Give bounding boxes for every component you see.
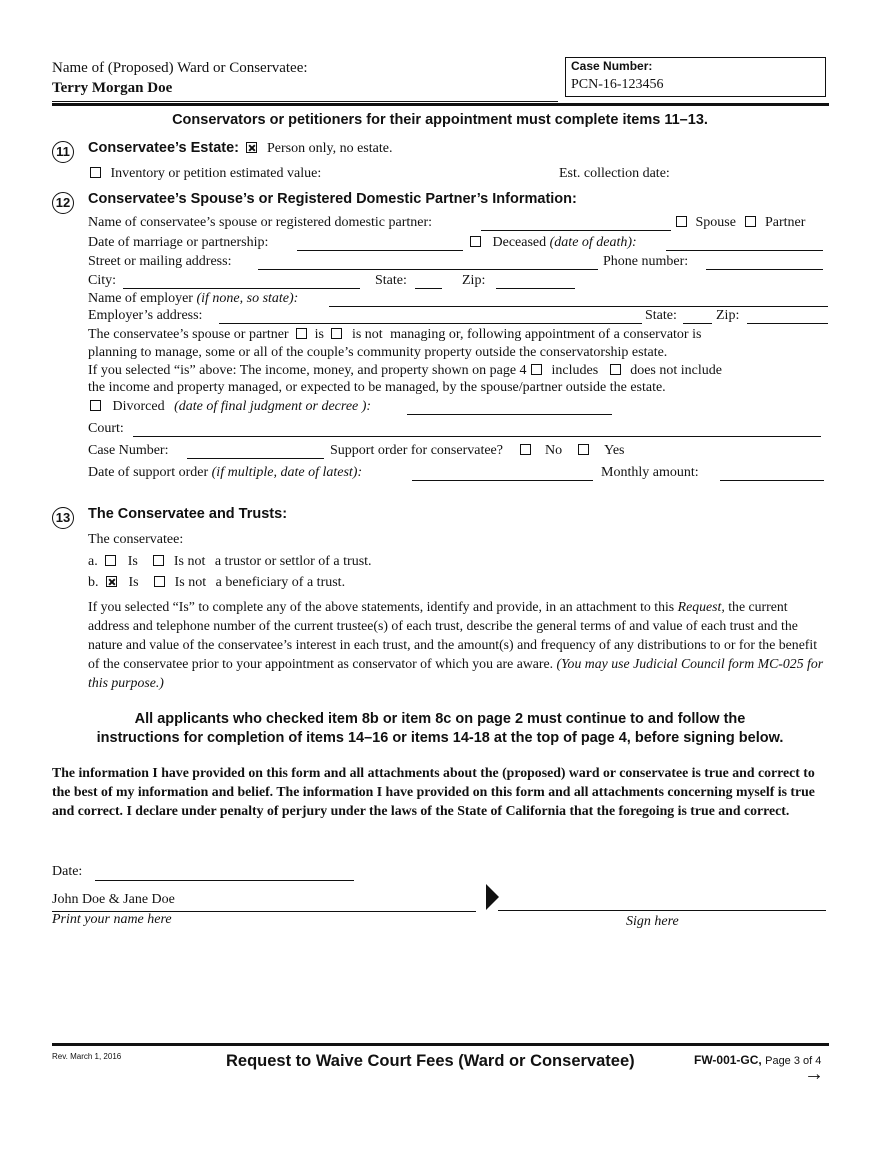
applicants-note-2: instructions for completion of items 14–16 or items 14-18 at the top of page 4, before signing below. [96, 730, 784, 746]
row-b-is-not-label: Is not [174, 575, 207, 590]
item-13-number: 13 [52, 507, 74, 529]
employer-label: Name of employer [88, 291, 193, 306]
does-not-include-label: does not include [630, 363, 722, 378]
spouse-name-label: Name of conservatee’s spouse or registered domestic partner: [88, 215, 433, 230]
item-12-title: Conservatee’s Spouse’s or Registered Domestic Partner’s Information: [88, 191, 577, 207]
court-label: Court: [88, 421, 124, 436]
row-b-letter: b. [88, 575, 99, 590]
footer-divider [52, 1043, 829, 1046]
support-no-label: No [544, 443, 563, 458]
date-field[interactable] [95, 880, 354, 881]
managing-text-2: managing or, following appointment of a conservator is [390, 327, 702, 342]
managing-is-label: is [314, 327, 324, 342]
inventory-row [90, 166, 321, 182]
item-11-number: 11 [52, 141, 74, 163]
row-a-is-checkbox[interactable] [105, 555, 116, 566]
date-marriage-field[interactable] [297, 250, 463, 251]
support-order-label: Support order for conservatee? [330, 443, 503, 458]
monthly-amount-label: Monthly amount: [601, 465, 699, 480]
date-marriage-label: Date of marriage or partnership: [88, 235, 269, 250]
ward-name-value: Terry Morgan Doe [52, 80, 173, 96]
managing-is-not-checkbox[interactable] [331, 328, 342, 339]
item-11-title: Conservatee’s Estate: [88, 140, 239, 156]
city-field[interactable] [123, 288, 360, 289]
revision-date: Rev. March 1, 2016 [52, 1052, 122, 1061]
sign-here-arrow-icon [486, 884, 500, 912]
divorced-note: (date of final judgment or decree ): [174, 399, 372, 414]
divorced-label: Divorced [112, 399, 165, 414]
case-number-label: Case Number: [571, 59, 653, 73]
sign-here-label: Sign here [626, 914, 679, 929]
phone-label: Phone number: [603, 254, 689, 269]
phone-field[interactable] [706, 269, 823, 270]
managing-row [88, 327, 701, 343]
managing-text-3: planning to manage, some or all of the couple’s community property outside the conservatorship estate. [88, 345, 668, 360]
row-b-is-not-checkbox[interactable] [154, 576, 165, 587]
divorced-checkbox[interactable] [90, 400, 101, 411]
signature-field[interactable] [498, 910, 826, 911]
item-13-title: The Conservatee and Trusts: [88, 506, 288, 522]
divorced-row [90, 399, 371, 415]
date-support-field[interactable] [412, 480, 593, 481]
city-label: City: [88, 273, 117, 288]
support-case-number-label: Case Number: [88, 443, 169, 458]
deceased-row [470, 235, 637, 251]
employer-state-label: State: [645, 308, 677, 323]
support-yes-checkbox[interactable] [578, 444, 589, 455]
spouse-partner-row [676, 215, 805, 231]
row-a-text: a trustor or settlor of a trust. [214, 554, 372, 569]
trust-row-a [88, 554, 372, 570]
managing-is-not-label: is not [351, 327, 383, 342]
form-code-row [694, 1053, 821, 1067]
divorced-date-field[interactable] [407, 414, 612, 415]
employer-zip-label: Zip: [716, 308, 740, 323]
trust-row-b [88, 575, 345, 591]
spouse-name-field[interactable] [481, 230, 671, 231]
date-support-label: Date of support order [88, 465, 209, 480]
form-title: Request to Waive Court Fees (Ward or Conservatee) [226, 1052, 635, 1070]
page-label: Page 3 of 4 [765, 1055, 822, 1067]
applicants-note-1: All applicants who checked item 8b or item 8c on page 2 must continue to and follow the [134, 711, 746, 727]
print-name-label: Print your name here [52, 912, 172, 927]
item-13-intro: The conservatee: [88, 532, 184, 547]
trust-paragraph [88, 597, 826, 692]
instructions-top: Conservators or petitioners for their appointment must complete items 11–13. [172, 112, 708, 128]
selected-is-text-2: the income and property managed, or expected to be managed, by the spouse/partner outside the estate. [88, 380, 666, 395]
case-number-box [565, 57, 826, 97]
state-label: State: [375, 273, 407, 288]
date-label: Date: [52, 864, 83, 879]
row-a-letter: a. [88, 554, 98, 569]
employer-state-field[interactable] [683, 323, 712, 324]
person-only-label: Person only, no estate. [266, 141, 393, 156]
employer-row [88, 291, 298, 307]
declaration: The information I have provided on this form and all attachments about the (proposed) ward or conservatee is true and correct to the best of my information and belief. The information I have provided on this form and all attachments concerning myself is true and correct. I declare under penalty of perjury under the laws of the State of California that the foregoing is true and correct. [52, 765, 815, 818]
does-not-include-checkbox[interactable] [610, 364, 621, 375]
state-field[interactable] [415, 288, 442, 289]
partner-label: Partner [764, 215, 806, 230]
date-support-note: (if multiple, date of latest): [211, 465, 363, 480]
employer-note: (if none, so state): [196, 291, 299, 306]
zip-field[interactable] [496, 288, 575, 289]
est-collection-label: Est. collection date: [559, 166, 670, 181]
inventory-label: Inventory or petition estimated value: [110, 166, 322, 181]
zip-label: Zip: [462, 273, 486, 288]
employer-address-field[interactable] [219, 323, 642, 324]
managing-text-1: The conservatee’s spouse or partner [88, 327, 289, 342]
row-b-is-checkbox[interactable] [106, 576, 117, 587]
selected-is-row [88, 363, 722, 379]
row-a-is-not-label: Is not [173, 554, 206, 569]
partner-checkbox[interactable] [745, 216, 756, 227]
ward-name-underline [52, 101, 558, 102]
trust-paragraph-note: (You may use Judicial Council form MC-025 for this purpose.) [88, 656, 824, 690]
date-of-death-field[interactable] [666, 250, 823, 251]
support-order-row [330, 443, 624, 459]
item-11-row [88, 140, 392, 157]
printed-name[interactable]: John Doe & Jane Doe [52, 892, 175, 907]
item-12-number: 12 [52, 192, 74, 214]
employer-address-label: Employer’s address: [88, 308, 203, 323]
row-b-is-label: Is [128, 575, 139, 590]
includes-checkbox[interactable] [531, 364, 542, 375]
row-a-is-not-checkbox[interactable] [153, 555, 164, 566]
form-code: FW-001-GC, [694, 1053, 762, 1067]
next-page-arrow-icon: → [804, 1063, 824, 1085]
employer-zip-field[interactable] [747, 323, 828, 324]
trust-paragraph-request: Request, [677, 599, 725, 614]
person-only-checkbox[interactable] [246, 142, 257, 153]
header-divider [52, 103, 829, 106]
ward-name-label: Name of (Proposed) Ward or Conservatee: [52, 60, 308, 76]
inventory-checkbox[interactable] [90, 167, 101, 178]
deceased-checkbox[interactable] [470, 236, 481, 247]
case-number-value[interactable]: PCN-16-123456 [571, 77, 664, 92]
includes-label: includes [551, 363, 599, 378]
trust-paragraph-lead: If you selected “Is” to complete any of the above statements, identify and provide, in an attachment to this [88, 599, 675, 614]
managing-is-checkbox[interactable] [296, 328, 307, 339]
support-case-number-field[interactable] [187, 458, 324, 459]
trust-paragraph-rest: the current address and telephone number of the current trustee(s) of each trust, describe the general terms of and value of each trust and the nature and value of the conservatee’s interest in each trust, and the amount(s) and frequency of any distributions to or for the benefit of the conservatee prior to your appointment as conservator of which you are aware. [88, 599, 818, 671]
deceased-label: Deceased [492, 235, 547, 250]
spouse-checkbox[interactable] [676, 216, 687, 227]
spouse-label: Spouse [695, 215, 736, 230]
row-a-is-label: Is [127, 554, 138, 569]
row-b-text: a beneficiary of a trust. [215, 575, 346, 590]
selected-is-text: If you selected “is” above: The income, money, and property shown on page 4 [88, 363, 527, 378]
date-of-death-label: (date of death): [549, 235, 637, 250]
street-field[interactable] [258, 269, 598, 270]
date-support-row [88, 465, 362, 481]
support-no-checkbox[interactable] [520, 444, 531, 455]
employer-field[interactable] [329, 306, 828, 307]
monthly-amount-field[interactable] [720, 480, 824, 481]
support-yes-label: Yes [604, 443, 625, 458]
street-label: Street or mailing address: [88, 254, 232, 269]
court-field[interactable] [133, 436, 821, 437]
